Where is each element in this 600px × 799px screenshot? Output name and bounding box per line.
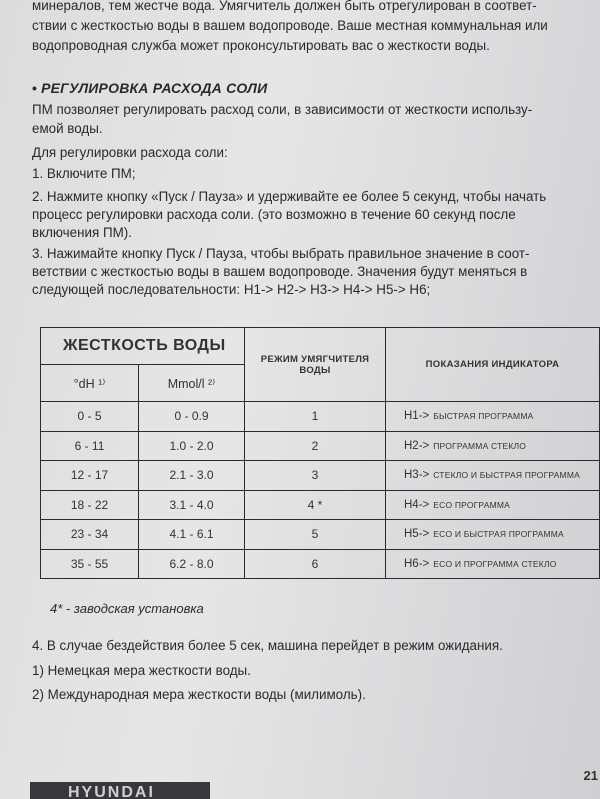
table-row (41, 431, 600, 461)
after-line-1: 4. В случае бездействия более 5 сек, машина перейдет в режим ожидания. (32, 638, 503, 653)
indicator-text: ECO И ПРОГРАММА СТЕКЛО (433, 558, 557, 569)
table-row (41, 490, 600, 520)
indicator-text: СТЕКЛО И БЫСТРАЯ ПРОГРАММА (433, 470, 580, 481)
step-2c: включения ПМ). (32, 225, 132, 240)
indicator-text: ПРОГРАММА СТЕКЛО (433, 440, 527, 451)
cell-mode: 3 (245, 461, 386, 491)
step-3a: 3. Нажимайте кнопку Пуск / Пауза, чтобы выбрать правильное значение в соот- (32, 246, 530, 261)
cell-dh: 12 - 17 (41, 461, 139, 491)
cell-mmol: 3.1 - 4.0 (139, 490, 245, 520)
cell-mmol: 4.1 - 6.1 (139, 520, 245, 550)
indicator-text: ECO ПРОГРАММА (433, 499, 511, 510)
cell-mmol: 0 - 0.9 (139, 402, 245, 432)
table-row (41, 461, 600, 491)
cell-dh: 23 - 34 (41, 520, 139, 550)
cell-mode: 4 * (245, 490, 386, 520)
col-header-dh: °dH ¹⁾ (41, 365, 139, 402)
cell-dh: 6 - 11 (41, 431, 139, 461)
cell-mode: 6 (245, 549, 386, 579)
paragraph-1a: ПМ позволяет регулировать расход соли, в зависимости от жесткости использу- (32, 102, 533, 117)
step-2b: процесс регулировки расхода соли. (это возможно в течение 60 секунд после (32, 207, 516, 222)
footnote: 4* - заводская установка (50, 601, 204, 616)
section-title: РЕГУЛИРОВКА РАСХОДА СОЛИ (41, 80, 268, 96)
cell-dh: 35 - 55 (41, 549, 139, 579)
after-line-3: 2) Международная мера жесткости воды (милимоль). (32, 687, 366, 702)
indicator-text: БЫСТРАЯ ПРОГРАММА (433, 411, 534, 422)
col-header-indicator: ПОКАЗАНИЯ ИНДИКАТОРА (386, 328, 600, 402)
cell-mmol: 2.1 - 3.0 (139, 461, 245, 491)
section-heading (32, 80, 267, 96)
indicator-code: H3-> (404, 469, 430, 482)
indicator-code: H1-> (404, 410, 430, 423)
intro-line-2: ствии с жесткостью воды в вашем водопроводе. Ваше местная коммунальная или (32, 18, 548, 33)
cell-indicator (386, 431, 600, 461)
cell-indicator (386, 520, 600, 550)
step-3c: следующей последовательности: H1-> H2-> H3-> H4-> H5-> H6; (32, 282, 431, 297)
cell-indicator (386, 461, 600, 491)
cell-dh: 0 - 5 (41, 402, 139, 432)
brand-logo: HYUNDAI (30, 782, 210, 799)
cell-mmol: 1.0 - 2.0 (139, 431, 245, 461)
step-2a: 2. Нажмите кнопку «Пуск / Пауза» и удерживайте ее более 5 секунд, чтобы начать (32, 189, 547, 204)
col-header-mmol: Mmol/l ²⁾ (139, 365, 245, 402)
paragraph-2: Для регулировки расхода соли: (32, 145, 228, 160)
cell-dh: 18 - 22 (41, 490, 139, 520)
table-row (41, 402, 600, 432)
table-main-header: ЖЕСТКОСТЬ ВОДЫ (41, 328, 245, 365)
intro-line-3: водопроводная служба может проконсультировать вас о жесткости воды. (32, 38, 490, 53)
indicator-code: H2-> (404, 439, 430, 452)
indicator-text: ECO И БЫСТРАЯ ПРОГРАММА (433, 529, 564, 540)
cell-mode: 5 (245, 520, 386, 550)
step-1: 1. Включите ПМ; (32, 166, 136, 181)
cell-mmol: 6.2 - 8.0 (139, 549, 245, 579)
intro-line-1: минералов, тем жестче вода. Умягчитель должен быть отрегулирован в соответ- (32, 0, 537, 13)
col-header-mode: РЕЖИМ УМЯГЧИТЕЛЯ ВОДЫ (245, 328, 386, 402)
table-row (41, 549, 600, 579)
page-number: 21 (583, 768, 598, 783)
paragraph-1b: емой воды. (32, 121, 103, 136)
indicator-code: H6-> (404, 557, 430, 570)
bullet: • (32, 80, 38, 96)
cell-mode: 1 (245, 402, 386, 432)
cell-mode: 2 (245, 431, 386, 461)
water-hardness-table (40, 327, 600, 579)
cell-indicator (386, 490, 600, 520)
indicator-code: H5-> (404, 528, 430, 541)
indicator-code: H4-> (404, 498, 430, 511)
after-line-2: 1) Немецкая мера жесткости воды. (32, 663, 251, 678)
table-row (41, 520, 600, 550)
cell-indicator (386, 402, 600, 432)
cell-indicator (386, 549, 600, 579)
step-3b: ветствии с жесткостью воды в вашем водопроводе. Значения будут меняться в (32, 264, 528, 279)
